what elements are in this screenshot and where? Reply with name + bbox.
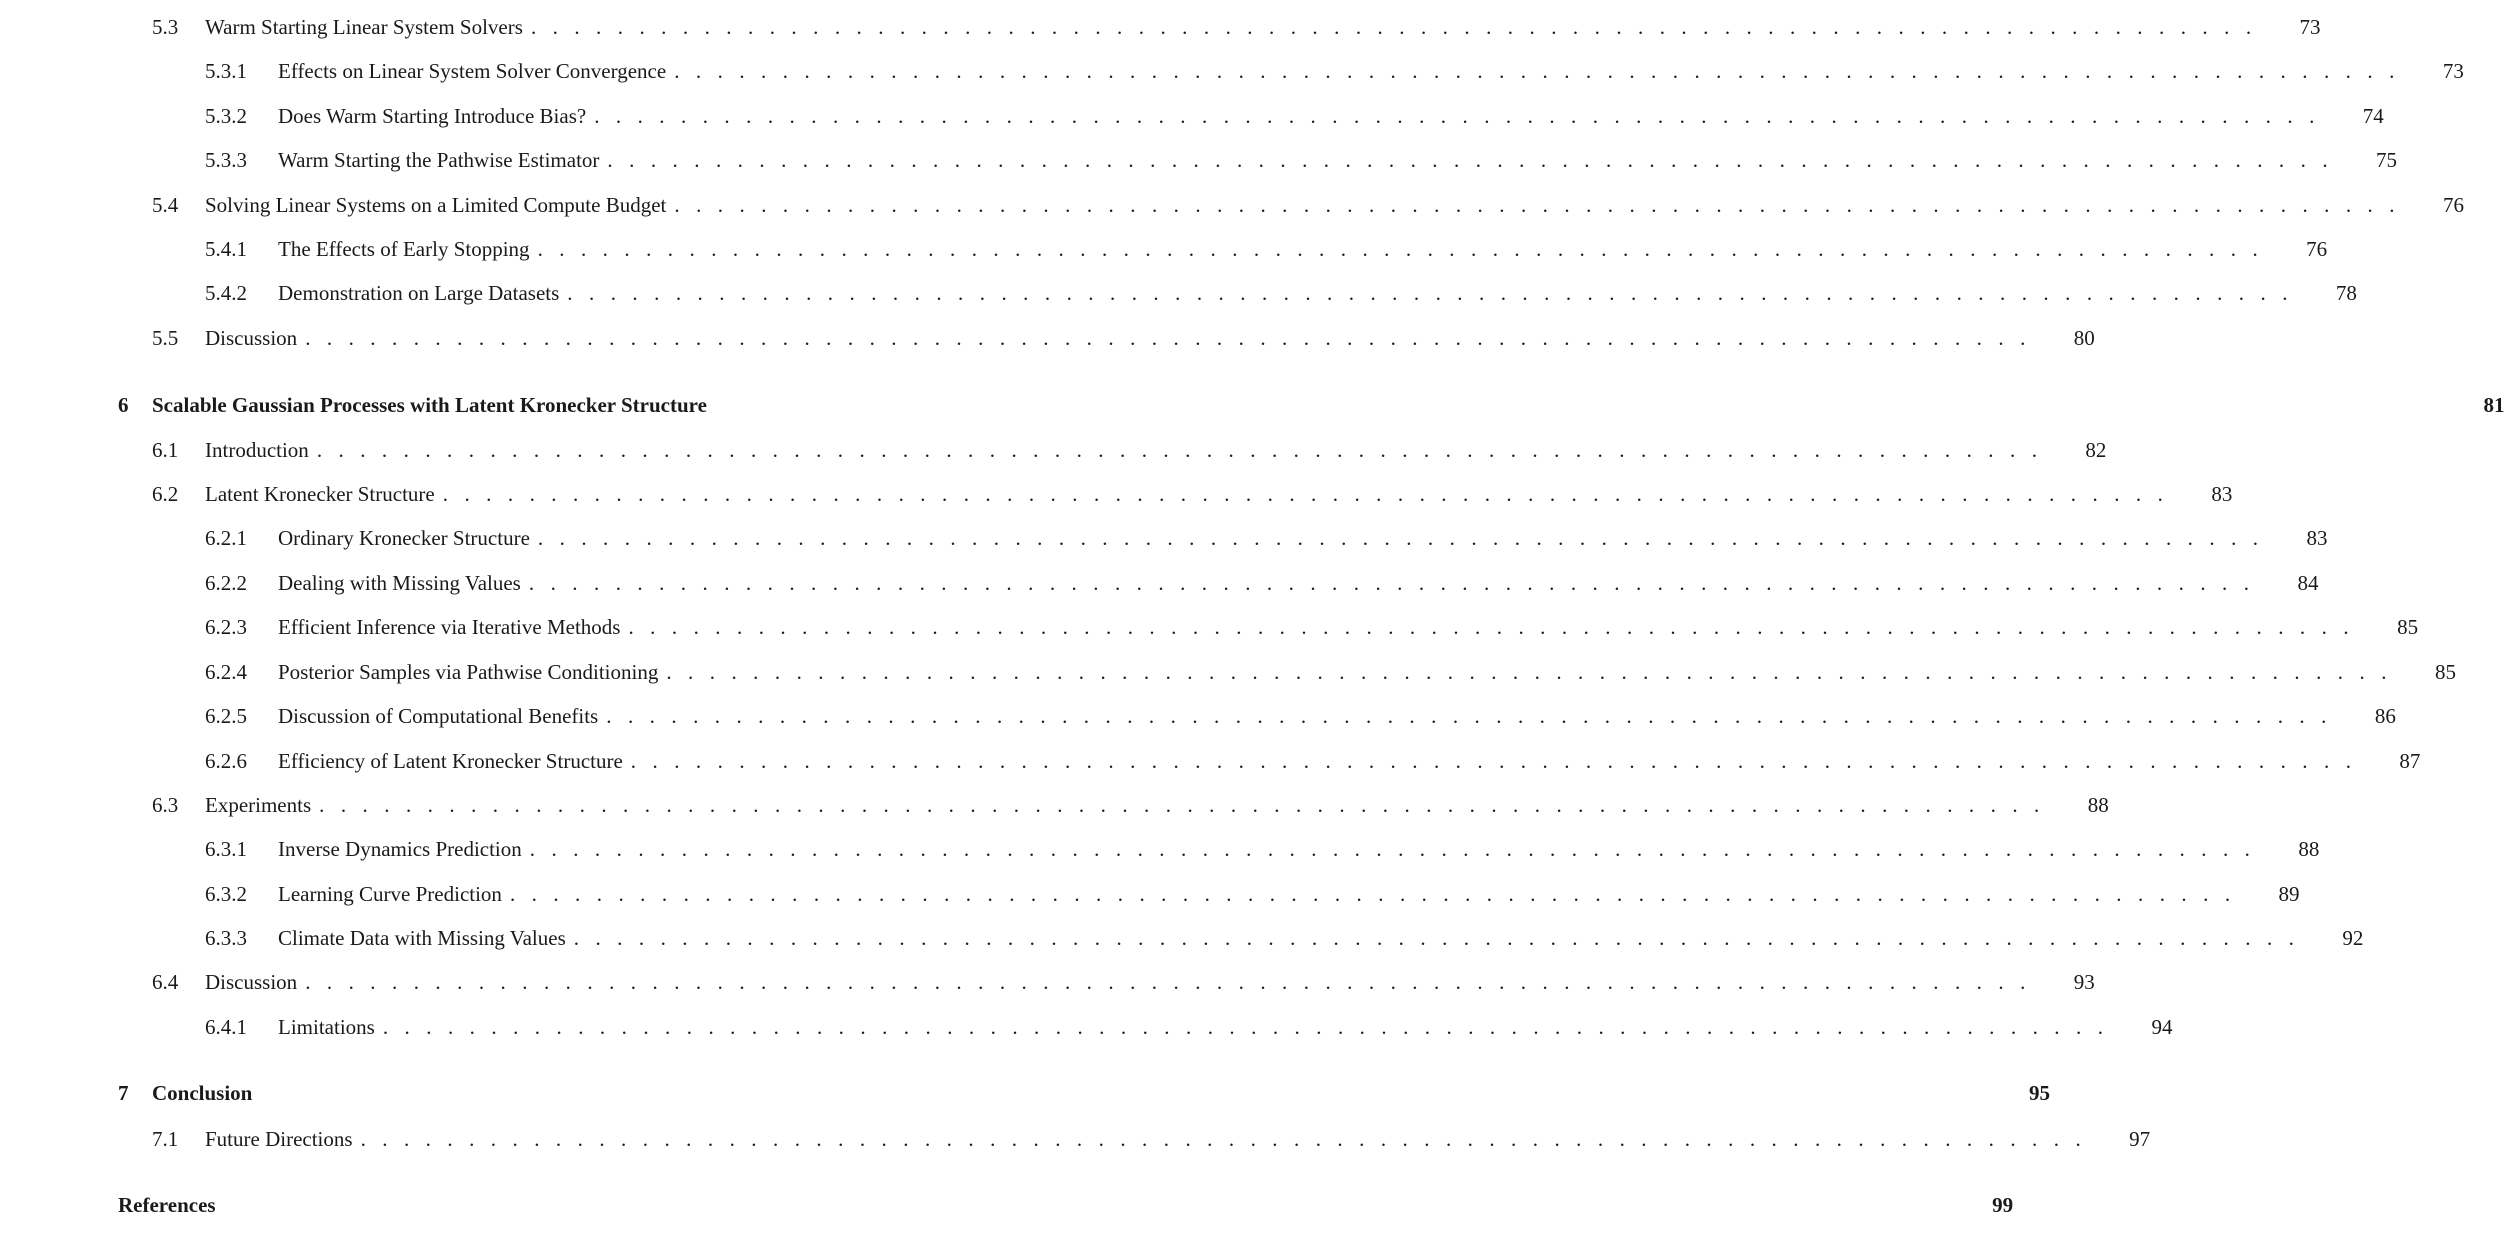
- entry-number: 6.2.4: [205, 660, 247, 684]
- page-number: 83: [2211, 482, 2233, 506]
- entry-title: References: [118, 1193, 216, 1217]
- page-number: 85: [2434, 660, 2456, 684]
- entry-number: 6.4: [152, 970, 179, 994]
- toc-section-entry[interactable]: [205, 657, 2456, 687]
- toc-section-entry[interactable]: [152, 12, 2321, 42]
- page-number: 89: [2278, 882, 2300, 906]
- entry-number: 6.3.2: [205, 882, 247, 906]
- dot-leader: . . . . . . . . . . . . . . . . . . . . . . . . . . . . . . . . . . . . . . . . . . . . . . . . . . . . . . . . . . . . . . . . . . . . . . . . . . . . . . . .: [382, 1015, 2120, 1039]
- dot-leader: . . . . . . . . . . . . . . . . . . . . . . . . . . . . . . . . . . . . . . . . . . . . . . . . . . . . . . . . . . . . . . . . . . . . . . . . . . . . . . . .: [666, 660, 2403, 684]
- page-number: 99: [1992, 1193, 2014, 1217]
- entry-title: Dealing with Missing Values: [278, 571, 521, 595]
- entry-title: Does Warm Starting Introduce Bias?: [278, 104, 587, 128]
- page-number: 83: [2306, 526, 2328, 550]
- toc-section-entry[interactable]: [205, 101, 2384, 131]
- dot-leader: . . . . . . . . . . . . . . . . . . . . . . . . . . . . . . . . . . . . . . . . . . . . . . . . . . . . . . . . . . . . . . . . . . . . . . . . . . . . . . . .: [628, 615, 2366, 639]
- entry-title: Discussion of Computational Benefits: [278, 704, 599, 728]
- toc-section-entry[interactable]: [152, 479, 2233, 509]
- entry-number: 6.2.6: [205, 749, 247, 773]
- entry-title: Efficient Inference via Iterative Methods: [278, 615, 621, 639]
- entry-number: 5.3.3: [205, 148, 247, 172]
- toc-section-entry[interactable]: [205, 56, 2464, 86]
- entry-number: 5.4.2: [205, 281, 247, 305]
- entry-number: 6.2.2: [205, 571, 247, 595]
- page-number: 85: [2397, 615, 2419, 639]
- dot-leader: . . . . . . . . . . . . . . . . . . . . . . . . . . . . . . . . . . . . . . . . . . . . . . . . . . . . . . . . . . . . . . . . . . . . . . . . . . . . . . . .: [573, 926, 2311, 950]
- toc-section-entry[interactable]: [152, 967, 2095, 997]
- entry-title: Scalable Gaussian Processes with Latent Kronecker Structure: [152, 393, 707, 417]
- page-number: 87: [2399, 749, 2421, 773]
- entry-title: Discussion: [205, 970, 298, 994]
- toc-section-entry[interactable]: [205, 278, 2357, 308]
- page-number: 86: [2374, 704, 2396, 728]
- entry-title: Posterior Samples via Pathwise Conditioning: [278, 660, 659, 684]
- dot-leader: . . . . . . . . . . . . . . . . . . . . . . . . . . . . . . . . . . . . . . . . . . . . . . . . . . . . . . . . . . . . . . . . . . . . . . . . . . . . . . . .: [509, 882, 2247, 906]
- entry-title: Warm Starting Linear System Solvers: [205, 15, 523, 39]
- dot-leader: . . . . . . . . . . . . . . . . . . . . . . . . . . . . . . . . . . . . . . . . . . . . . . . . . . . . . . . . . . . . . . . . . . . . . . . . . . . . . . . .: [529, 837, 2267, 861]
- entry-title: Discussion: [205, 326, 298, 350]
- page-number: 76: [2306, 237, 2328, 261]
- page-number: 82: [2085, 438, 2107, 462]
- entry-title: Solving Linear Systems on a Limited Compute Budget: [205, 193, 667, 217]
- dot-leader: . . . . . . . . . . . . . . . . . . . . . . . . . . . . . . . . . . . . . . . . . . . . . . . . . . . . . . . . . . . . . . . . . . . . . . . . . . . . . . . .: [316, 438, 2054, 462]
- toc-section-entry[interactable]: [205, 1012, 2173, 1042]
- entry-number: 6.3.3: [205, 926, 247, 950]
- page-number: 93: [2073, 970, 2095, 994]
- dot-leader: . . . . . . . . . . . . . . . . . . . . . . . . . . . . . . . . . . . . . . . . . . . . . . . . . . . . . . . . . . . . . . . . . . . . . . . . . . . . . . . .: [537, 237, 2275, 261]
- toc-section-entry[interactable]: [205, 834, 2320, 864]
- toc-section-entry[interactable]: [205, 234, 2328, 264]
- dot-leader: . . . . . . . . . . . . . . . . . . . . . . . . . . . . . . . . . . . . . . . . . . . . . . . . . . . . . . . . . . . . . . . . . . . . . . . . . . . . . . . .: [319, 793, 2056, 817]
- toc-chapter-entry[interactable]: [118, 1078, 2050, 1108]
- page-number: 76: [2442, 193, 2464, 217]
- entry-title: Ordinary Kronecker Structure: [278, 526, 530, 550]
- dot-leader: . . . . . . . . . . . . . . . . . . . . . . . . . . . . . . . . . . . . . . . . . . . . . . . . . . . . . . . . . . . . . . . . . . . . . . . . . . . . . . . .: [674, 59, 2411, 83]
- entry-title: Demonstration on Large Datasets: [278, 281, 560, 305]
- dot-leader: . . . . . . . . . . . . . . . . . . . . . . . . . . . . . . . . . . . . . . . . . . . . . . . . . . . . . . . . . . . . . . . . . . . . . . . . . . . . . . . .: [674, 193, 2411, 217]
- toc-section-entry[interactable]: [205, 923, 2364, 953]
- toc-section-entry[interactable]: [205, 145, 2398, 175]
- entry-number: 5.4: [152, 193, 179, 217]
- entry-title: Warm Starting the Pathwise Estimator: [278, 148, 600, 172]
- page-number: 74: [2362, 104, 2384, 128]
- toc-section-entry[interactable]: [152, 790, 2109, 820]
- dot-leader: . . . . . . . . . . . . . . . . . . . . . . . . . . . . . . . . . . . . . . . . . . . . . . . . . . . . . . . . . . . . . . . . . . . . . . . . . . . . . . . .: [594, 104, 2331, 128]
- toc-section-entry[interactable]: [205, 746, 2421, 776]
- entry-number: 5.4.1: [205, 237, 247, 261]
- dot-leader: . . . . . . . . . . . . . . . . . . . . . . . . . . . . . . . . . . . . . . . . . . . . . . . . . . . . . . . . . . . . . . . . . . . . . . . . . . . . . . . .: [305, 326, 2042, 350]
- entry-number: 5.3.1: [205, 59, 247, 83]
- dot-leader: . . . . . . . . . . . . . . . . . . . . . . . . . . . . . . . . . . . . . . . . . . . . . . . . . . . . . . . . . . . . . . . . . . . . . . . . . . . . . . . .: [606, 704, 2343, 728]
- page-number: 97: [2129, 1127, 2151, 1151]
- entry-number: 6.2.1: [205, 526, 247, 550]
- page-number: 88: [2298, 837, 2320, 861]
- toc-section-entry[interactable]: [205, 523, 2328, 553]
- dot-leader: . . . . . . . . . . . . . . . . . . . . . . . . . . . . . . . . . . . . . . . . . . . . . . . . . . . . . . . . . . . . . . . . . . . . . . . . . . . . . . . .: [607, 148, 2345, 172]
- toc-section-entry[interactable]: [152, 323, 2095, 353]
- dot-leader: . . . . . . . . . . . . . . . . . . . . . . . . . . . . . . . . . . . . . . . . . . . . . . . . . . . . . . . . . . . . . . . . . . . . . . . . . . . . . . . .: [528, 571, 2266, 595]
- entry-title: Introduction: [205, 438, 309, 462]
- toc-section-entry[interactable]: [205, 612, 2419, 642]
- entry-title: Learning Curve Prediction: [278, 882, 502, 906]
- entry-number: 6.2.3: [205, 615, 247, 639]
- page-number: 75: [2376, 148, 2398, 172]
- toc-section-entry[interactable]: [152, 190, 2464, 220]
- toc-section-entry[interactable]: [205, 879, 2300, 909]
- entry-number: 6.3: [152, 793, 179, 817]
- page-number: 95: [2028, 1081, 2050, 1105]
- entry-number: 6.4.1: [205, 1015, 247, 1039]
- page-number: 78: [2335, 281, 2357, 305]
- dot-leader: . . . . . . . . . . . . . . . . . . . . . . . . . . . . . . . . . . . . . . . . . . . . . . . . . . . . . . . . . . . . . . . . . . . . . . . . . . . . . . . .: [537, 526, 2275, 550]
- page-number: 94: [2151, 1015, 2173, 1039]
- entry-number: 6.2: [152, 482, 179, 506]
- entry-number: 5.3: [152, 15, 179, 39]
- toc-section-entry[interactable]: [152, 435, 2107, 465]
- page-number: 80: [2073, 326, 2095, 350]
- entry-title: The Effects of Early Stopping: [278, 237, 530, 261]
- dot-leader: . . . . . . . . . . . . . . . . . . . . . . . . . . . . . . . . . . . . . . . . . . . . . . . . . . . . . . . . . . . . . . . . . . . . . . . . . . . . . . . .: [567, 281, 2304, 305]
- entry-title: Inverse Dynamics Prediction: [278, 837, 522, 861]
- toc-section-entry[interactable]: [152, 1124, 2151, 1154]
- entry-number: 6: [118, 393, 129, 417]
- entry-title: Conclusion: [152, 1081, 253, 1105]
- dot-leader: . . . . . . . . . . . . . . . . . . . . . . . . . . . . . . . . . . . . . . . . . . . . . . . . . . . . . . . . . . . . . . . . . . . . . . . . . . . . . . . .: [530, 15, 2268, 39]
- page-number: 73: [2442, 59, 2464, 83]
- entry-title: Experiments: [205, 793, 312, 817]
- entry-number: 5.3.2: [205, 104, 247, 128]
- entry-title: Climate Data with Missing Values: [278, 926, 566, 950]
- toc-section-entry[interactable]: [205, 568, 2319, 598]
- dot-leader: . . . . . . . . . . . . . . . . . . . . . . . . . . . . . . . . . . . . . . . . . . . . . . . . . . . . . . . . . . . . . . . . . . . . . . . . . . . . . . . .: [305, 970, 2042, 994]
- page-number: 88: [2087, 793, 2109, 817]
- entry-title: Effects on Linear System Solver Convergence: [278, 59, 667, 83]
- toc-section-entry[interactable]: [205, 701, 2396, 731]
- entry-number: 5.5: [152, 326, 179, 350]
- entry-title: Limitations: [278, 1015, 375, 1039]
- toc-chapter-entry[interactable]: [118, 390, 2505, 420]
- entry-number: 6.2.5: [205, 704, 247, 728]
- entry-title: Latent Kronecker Structure: [205, 482, 435, 506]
- entry-title: Future Directions: [205, 1127, 353, 1151]
- page-number: 92: [2342, 926, 2364, 950]
- entry-title: Efficiency of Latent Kronecker Structure: [278, 749, 623, 773]
- entry-number: 7: [118, 1081, 129, 1105]
- entry-number: 6.1: [152, 438, 179, 462]
- entry-number: 6.3.1: [205, 837, 247, 861]
- dot-leader: . . . . . . . . . . . . . . . . . . . . . . . . . . . . . . . . . . . . . . . . . . . . . . . . . . . . . . . . . . . . . . . . . . . . . . . . . . . . . . . .: [442, 482, 2180, 506]
- dot-leader: . . . . . . . . . . . . . . . . . . . . . . . . . . . . . . . . . . . . . . . . . . . . . . . . . . . . . . . . . . . . . . . . . . . . . . . . . . . . . . . .: [360, 1127, 2098, 1151]
- entry-number: 7.1: [152, 1127, 179, 1151]
- page-number: 81: [2483, 393, 2505, 417]
- page-number: 73: [2299, 15, 2321, 39]
- page-number: 84: [2297, 571, 2319, 595]
- toc-chapter-entry[interactable]: [118, 1190, 2014, 1220]
- dot-leader: . . . . . . . . . . . . . . . . . . . . . . . . . . . . . . . . . . . . . . . . . . . . . . . . . . . . . . . . . . . . . . . . . . . . . . . . . . . . . . . .: [630, 749, 2368, 773]
